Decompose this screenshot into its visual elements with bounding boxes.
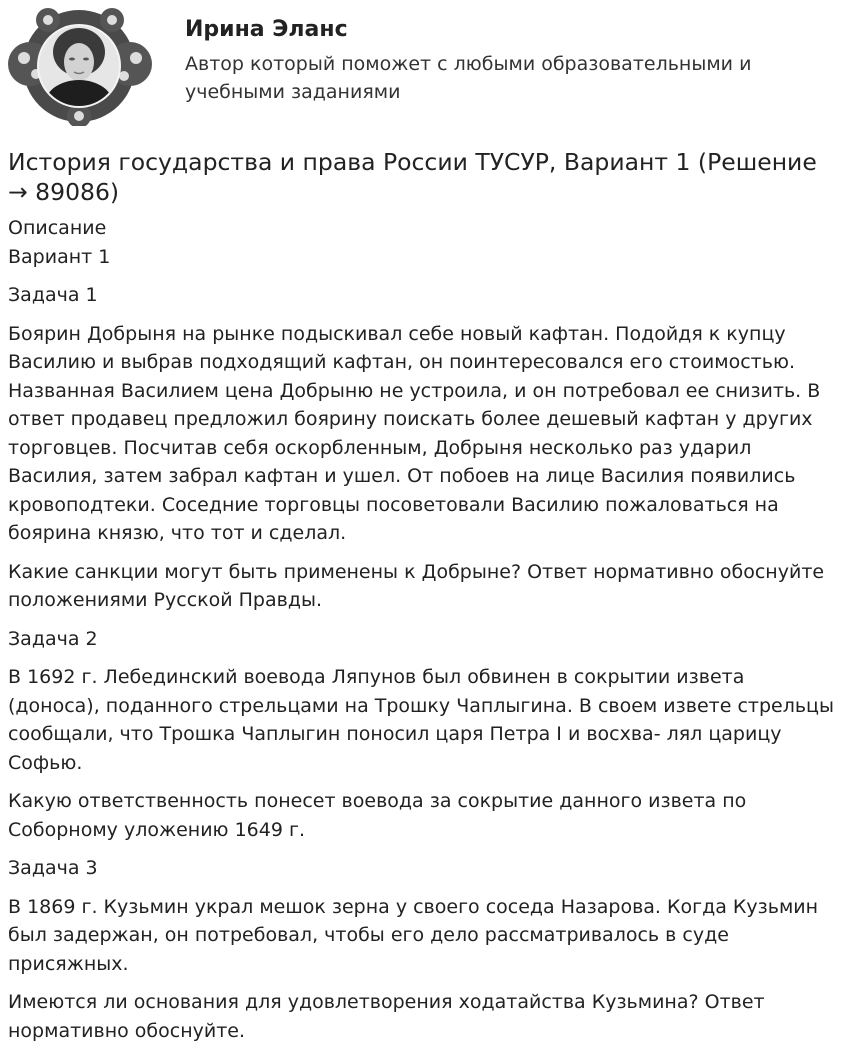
task-1-question: Какие санкции могут быть применены к Добрыне? Ответ нормативно обоснуйте положениями Русской Правды. (8, 560, 825, 611)
task-3-text: В 1869 г. Кузьмин украл мешок зерна у своего соседа Назарова. Когда Кузьмин был задержан, он потребовал, чтобы его дело рассматривалось в суде присяжных. (8, 895, 819, 975)
description-label: Описание (8, 217, 107, 239)
author-name: Ирина Эланс (185, 17, 348, 42)
task-2-text: В 1692 г. Лебединский воевода Ляпунов был обвинен в сокрытии извета (доноса), поданного стрельцами на Трошку Чаплыгина. В своем извете стрельцы сообщали, что Трошка Чаплыгин поносил царя Петра I и восхва- лял царицу Софью. (8, 666, 834, 774)
task-3-heading: Задача 3 (8, 857, 98, 879)
author-avatar (8, 6, 153, 126)
author-card (8, 6, 838, 128)
variant-label: Вариант 1 (8, 245, 111, 268)
task-2-question: Какую ответственность понесет воевода за сокрытие данного извета по Соборному уложению 1649 г. (8, 790, 747, 841)
task-1-text: Боярин Добрыня на рынке подыскивал себе новый кафтан. Подойдя к купцу Василию и выбрав подходящий кафтан, он поинтересовался его стоимостью. Названная Василием цена Добрыню не устроила, и он потребовал ее снизить. В ответ продавец предложил боярину поискать более дешевый кафтан у других торговцев. Посчитав себя оскорбленным, Добрыня несколько раз ударил Василия, затем забрал кафтан и ушел. От побоев на лице Василия появились кровоподтеки. Соседние торговцы посоветовали Василию пожаловаться на боярина князю, что тот и сделал. (8, 322, 821, 544)
task-1-heading: Задача 1 (8, 284, 98, 306)
task-3-question: Имеются ли основания для удовлетворения ходатайства Кузьмина? Ответ нормативно обоснуйте. (8, 991, 765, 1042)
task-2-heading: Задача 2 (8, 627, 98, 650)
author-description: Автор который поможет с любыми образовательными и учебными заданиями (185, 53, 752, 103)
document-body (8, 214, 838, 1055)
page-title: История государства и права России ТУСУР, Вариант 1 (Решение → 89086) (8, 148, 817, 206)
